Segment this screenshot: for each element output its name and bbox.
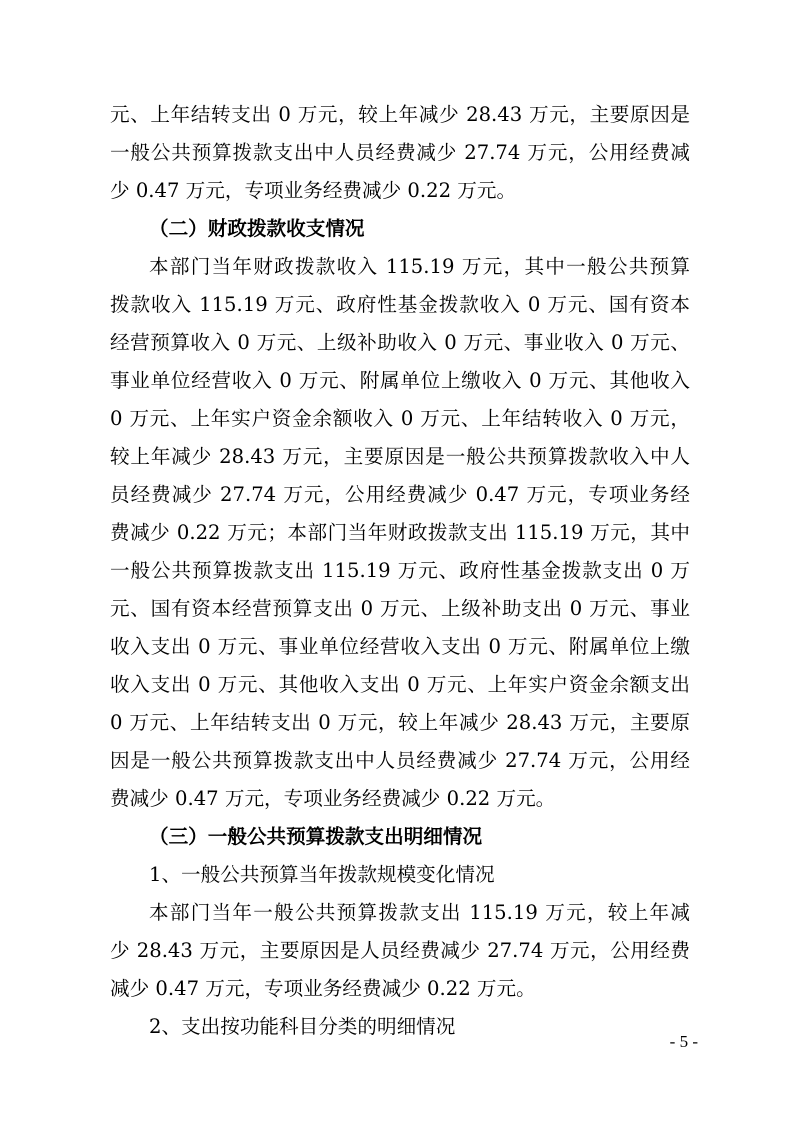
body-text-line: 元、国有资本经营预算支出 0 万元、上级补助支出 0 万元、事业 <box>110 597 690 620</box>
body-text-line: 少 0.47 万元，专项业务经费减少 0.22 万元。 <box>110 179 517 202</box>
body-text-line: 0 万元、上年实户资金余额收入 0 万元、上年结转收入 0 万元， <box>110 407 690 430</box>
body-text-line: 费减少 0.22 万元；本部门当年财政拨款支出 115.19 万元，其中 <box>110 521 690 544</box>
body-text-line: 较上年减少 28.43 万元，主要原因是一般公共预算拨款收入中人 <box>110 445 690 468</box>
subsection-heading: 1、一般公共预算当年拨款规模变化情况 <box>149 863 495 886</box>
body-text-line: 因是一般公共预算拨款支出中人员经费减少 27.74 万元，公用经 <box>110 749 690 772</box>
page-number: - 5 - <box>669 1032 698 1051</box>
body-text-line: 拨款收入 115.19 万元、政府性基金拨款收入 0 万元、国有资本 <box>110 293 690 316</box>
body-text-line: 减少 0.47 万元，专项业务经费减少 0.22 万元。 <box>110 977 536 1000</box>
body-text-line: 少 28.43 万元，主要原因是人员经费减少 27.74 万元，公用经费 <box>110 939 690 962</box>
body-text-line: 0 万元、上年结转支出 0 万元，较上年减少 28.43 万元，主要原 <box>110 711 690 734</box>
body-text-line: 事业单位经营收入 0 万元、附属单位上缴收入 0 万元、其他收入 <box>110 369 690 392</box>
body-text-line: 一般公共预算拨款支出 115.19 万元、政府性基金拨款支出 0 万 <box>110 559 690 582</box>
body-text-line: 本部门当年一般公共预算拨款支出 115.19 万元，较上年减 <box>149 901 690 924</box>
body-text-line: 元、上年结转支出 0 万元，较上年减少 28.43 万元，主要原因是 <box>110 103 690 126</box>
body-text-line: 收入支出 0 万元、其他收入支出 0 万元、上年实户资金余额支出 <box>110 673 690 696</box>
body-text-line: 费减少 0.47 万元，专项业务经费减少 0.22 万元。 <box>110 787 556 810</box>
body-text-line: 员经费减少 27.74 万元，公用经费减少 0.47 万元，专项业务经 <box>110 483 690 506</box>
subsection-heading: 2、支出按功能科目分类的明细情况 <box>149 1015 456 1038</box>
body-text-line: 一般公共预算拨款支出中人员经费减少 27.74 万元，公用经费减 <box>110 141 690 164</box>
body-text-line: 本部门当年财政拨款收入 115.19 万元，其中一般公共预算 <box>149 255 690 278</box>
section-heading: （二）财政拨款收支情况 <box>149 217 365 240</box>
body-text-line: 经营预算收入 0 万元、上级补助收入 0 万元、事业收入 0 万元、 <box>110 331 690 354</box>
body-text-line: 收入支出 0 万元、事业单位经营收入支出 0 万元、附属单位上缴 <box>110 635 690 658</box>
section-heading: （三）一般公共预算拨款支出明细情况 <box>149 825 483 848</box>
